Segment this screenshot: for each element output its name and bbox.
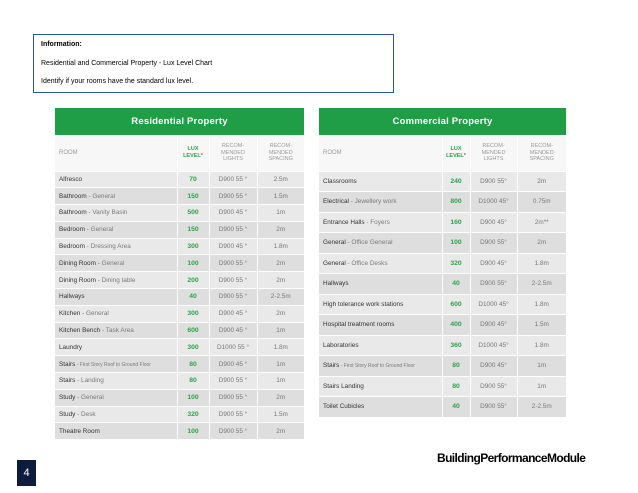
room-cell [55,205,177,222]
table-row [55,373,304,390]
recommended-lights-cell: D900 55 ° [209,188,257,205]
header-room: ROOM [319,135,442,171]
room-name: General [323,239,346,247]
residential-property-table [55,108,304,440]
room-name: Dining Room [59,276,96,284]
recommended-spacing-cell: 2m [257,305,304,322]
table-row [319,397,566,418]
commercial-title: Commercial Property [319,108,566,135]
header-recommended-lights: RECOM-MENDED LIGHTS [470,135,517,171]
room-cell [55,406,177,423]
table-row [319,356,566,377]
recommended-spacing-cell: 2m [257,389,304,406]
recommended-lights-cell: D900 55° [470,274,517,295]
room-name: Electrical [323,198,349,206]
recommended-lights-cell: D1000 45° [470,294,517,315]
recommended-lights-cell: D1000 55 ° [209,339,257,356]
lux-level-cell: 320 [442,253,470,274]
table-row [55,322,304,339]
room-subtype: - First Story Roof to Ground Floor [339,363,415,370]
room-name: Laboratories [323,341,359,349]
room-name: Bedroom [59,243,85,251]
footer-brand: BuildingPerformanceModule [437,451,586,465]
recommended-lights-cell: D1000 45° [470,335,517,356]
room-name: High tolerance work stations [323,300,404,308]
header-recommended-spacing: RECOM-MENDED SPACING [517,135,566,171]
residential-rows [55,171,304,440]
table-row [319,171,566,192]
recommended-lights-cell: D900 55 ° [209,289,257,306]
lux-level-cell: 100 [177,389,209,406]
commercial-header-row [319,135,566,171]
recommended-spacing-cell: 1.5m [257,188,304,205]
page-number: 4 [17,460,36,486]
table-row [55,238,304,255]
recommended-spacing-cell: 2m [257,255,304,272]
lux-level-cell: 300 [177,305,209,322]
residential-title: Residential Property [55,108,304,135]
lux-level-cell: 80 [442,356,470,377]
room-subtype: - General [86,192,116,200]
recommended-lights-cell: D900 45 ° [209,305,257,322]
table-row [55,188,304,205]
recommended-lights-cell: D900 55° [470,171,517,192]
header-recommended-spacing: RECOM-MENDED SPACING [257,135,304,171]
room-cell [319,294,442,315]
recommended-spacing-cell: 2-2.5m [517,397,566,418]
lux-level-cell: 360 [442,335,470,356]
lux-level-cell: 100 [177,423,209,440]
lux-level-cell: 300 [177,238,209,255]
room-name: Dining Room [59,259,96,267]
room-name: Bedroom [59,226,85,234]
header-room: ROOM [55,135,177,171]
room-subtype: - Task Area [100,327,134,335]
recommended-spacing-cell: 2m [517,233,566,254]
lux-level-cell: 500 [177,205,209,222]
recommended-spacing-cell: 1m [257,356,304,373]
lux-level-cell: 80 [177,373,209,390]
table-row [319,192,566,213]
room-name: Stairs [59,360,76,368]
lux-level-cell: 100 [442,233,470,254]
information-box [33,34,394,93]
room-name: Stairs [323,362,340,370]
recommended-spacing-cell: 2m [257,272,304,289]
recommended-lights-cell: D900 55 ° [209,423,257,440]
recommended-lights-cell: D900 55 ° [209,272,257,289]
recommended-spacing-cell: 1m [257,322,304,339]
room-subtype: - Jewellery work [348,198,397,206]
room-subtype: - Office General [345,239,393,247]
room-cell [319,376,442,397]
recommended-spacing-cell: 2m** [517,212,566,233]
commercial-rows [319,171,566,417]
recommended-spacing-cell: 1.8m [517,335,566,356]
table-row [55,423,304,440]
table-row [55,289,304,306]
room-cell [319,397,442,418]
recommended-spacing-cell: 1.8m [517,294,566,315]
room-cell [55,171,177,188]
room-subtype: - General [95,259,125,267]
room-cell [55,221,177,238]
room-name: Hallways [59,293,85,301]
room-subtype: - Dining table [95,276,136,284]
information-line-chart: Residential and Commercial Property - Lux Level Chart [41,60,213,67]
recommended-lights-cell: D900 45 ° [209,356,257,373]
residential-header-row [55,135,304,171]
room-cell [55,389,177,406]
table-row [319,274,566,295]
header-lux-level: LUX LEVEL* [442,135,470,171]
room-name: Classrooms [323,177,357,185]
lux-level-cell: 600 [442,294,470,315]
room-name: Alfresco [59,175,83,183]
room-cell [55,423,177,440]
room-name: Entrance Halls [323,218,365,226]
header-lux-level: LUX LEVEL* [177,135,209,171]
recommended-lights-cell: D900 45 ° [209,322,257,339]
room-subtype: - Vanity Basin [86,209,128,217]
room-name: Laundry [59,343,83,351]
room-name: Bathroom [59,209,87,217]
recommended-lights-cell: D900 55° [470,233,517,254]
table-row [319,233,566,254]
room-name: Stairs Landing [323,382,364,390]
lux-level-cell: 160 [442,212,470,233]
recommended-spacing-cell: 2m [257,221,304,238]
room-cell [55,339,177,356]
table-row [55,356,304,373]
recommended-spacing-cell: 1.8m [517,253,566,274]
room-name: Stairs [59,377,76,385]
lux-level-cell: 240 [442,171,470,192]
room-cell [319,274,442,295]
room-cell [55,289,177,306]
lux-level-cell: 100 [177,255,209,272]
recommended-lights-cell: D900 55 ° [209,255,257,272]
room-subtype: - General [80,310,109,318]
table-row [55,406,304,423]
room-cell [55,238,177,255]
table-row [319,294,566,315]
recommended-lights-cell: D900 55° [470,376,517,397]
room-cell [55,356,177,373]
room-name: Study [59,394,76,402]
recommended-spacing-cell: 1.5m [257,406,304,423]
room-cell [319,315,442,336]
lux-level-cell: 40 [177,289,209,306]
lux-level-cell: 40 [442,397,470,418]
lux-level-cell: 200 [177,272,209,289]
table-row [319,335,566,356]
lux-level-cell: 80 [442,376,470,397]
table-row [319,253,566,274]
room-name: Kitchen Bench [59,327,101,335]
recommended-lights-cell: D900 45 ° [209,238,257,255]
room-name: Theatre Room [59,427,100,435]
room-subtype: - Dressing Area [84,243,131,251]
room-subtype: - Desk [75,411,96,419]
recommended-spacing-cell: 1m [517,376,566,397]
room-name: Hallways [323,280,349,288]
room-cell [319,192,442,213]
lux-level-cell: 70 [177,171,209,188]
room-cell [319,171,442,192]
room-cell [55,373,177,390]
recommended-spacing-cell: 2-2.5m [517,274,566,295]
recommended-lights-cell: D1000 45° [470,192,517,213]
lux-level-cell: 150 [177,221,209,238]
recommended-lights-cell: D900 55 ° [209,221,257,238]
header-recommended-lights: RECOM-MENDED LIGHTS [209,135,257,171]
room-subtype: - General [84,226,114,234]
lux-level-cell: 800 [442,192,470,213]
table-row [319,315,566,336]
room-subtype: - General [75,394,104,402]
recommended-lights-cell: D900 45° [470,212,517,233]
recommended-spacing-cell: 1m [517,356,566,377]
lux-level-cell: 600 [177,322,209,339]
recommended-lights-cell: D900 45° [470,356,517,377]
recommended-lights-cell: D900 55 ° [209,373,257,390]
table-row [55,255,304,272]
room-subtype: - Foyers [364,218,390,226]
room-cell [55,255,177,272]
table-row [55,272,304,289]
room-cell [55,305,177,322]
lux-level-cell: 300 [177,339,209,356]
room-cell [319,212,442,233]
room-cell [55,188,177,205]
recommended-lights-cell: D900 55 ° [209,171,257,188]
room-name: Hospital treatment rooms [323,321,395,329]
table-row [319,376,566,397]
room-cell [319,356,442,377]
recommended-spacing-cell: 1m [257,205,304,222]
room-name: Kitchen [59,310,81,318]
lux-level-cell: 40 [442,274,470,295]
room-cell [55,272,177,289]
table-row [55,171,304,188]
room-subtype: - Landing [75,377,104,385]
recommended-spacing-cell: 2-2.5m [257,289,304,306]
recommended-spacing-cell: 1.8m [257,339,304,356]
recommended-lights-cell: D900 45 ° [209,205,257,222]
information-line-instruction: Identify if your rooms have the standard lux level. [41,78,194,85]
room-cell [55,322,177,339]
room-cell [319,233,442,254]
lux-level-cell: 80 [177,356,209,373]
recommended-lights-cell: D900 45° [470,315,517,336]
table-row [55,205,304,222]
lux-level-cell: 400 [442,315,470,336]
room-cell [319,335,442,356]
lux-level-cell: 320 [177,406,209,423]
information-title: Information: [41,41,82,48]
room-name: Toilet Cubicles [323,403,365,411]
table-row [55,305,304,322]
room-subtype: - First Story Roof to Ground Floor [75,361,151,368]
recommended-lights-cell: D900 45° [470,253,517,274]
table-row [319,212,566,233]
recommended-spacing-cell: 2m [517,171,566,192]
commercial-property-table [319,108,566,418]
recommended-spacing-cell: 1.8m [257,238,304,255]
table-row [55,389,304,406]
room-name: General [323,259,346,267]
recommended-spacing-cell: 1m [257,373,304,390]
room-name: Bathroom [59,192,87,200]
recommended-lights-cell: D900 55 ° [209,389,257,406]
recommended-spacing-cell: 0.75m [517,192,566,213]
recommended-spacing-cell: 2.5m [257,171,304,188]
recommended-lights-cell: D900 55° [470,397,517,418]
lux-level-cell: 150 [177,188,209,205]
table-row [55,221,304,238]
recommended-lights-cell: D900 55 ° [209,406,257,423]
room-cell [319,253,442,274]
room-subtype: - Office Desks [345,259,388,267]
recommended-spacing-cell: 2m [257,423,304,440]
recommended-spacing-cell: 1.5m [517,315,566,336]
table-row [55,339,304,356]
room-name: Study [59,411,76,419]
